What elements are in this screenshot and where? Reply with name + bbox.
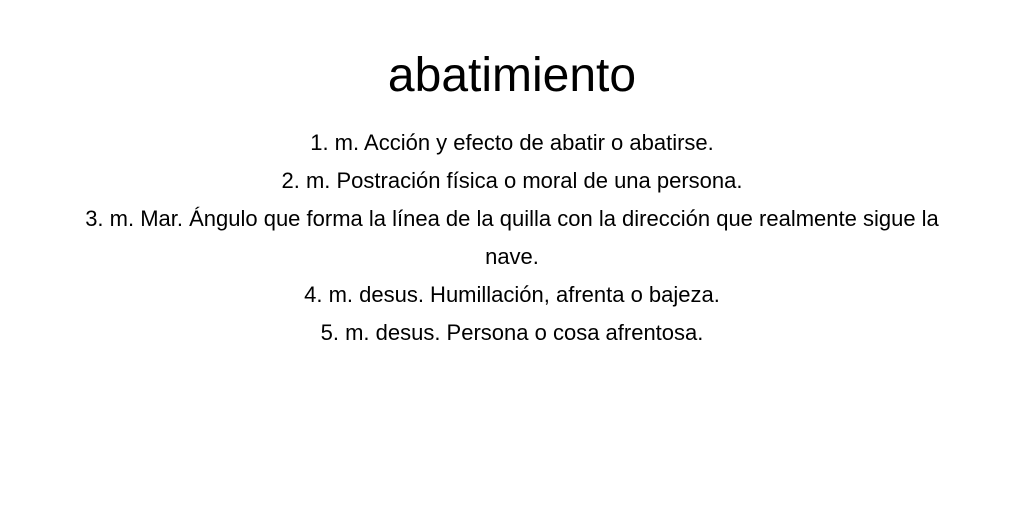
definition-list	[62, 124, 962, 352]
definition-item-4: 4. m. desus. Humillación, afrenta o bajeza.	[304, 282, 720, 307]
headword-title: abatimiento	[387, 49, 637, 102]
definition-item-3: 3. m. Mar. Ángulo que forma la línea de la quilla con la dirección que realmente sigue la nave.	[85, 206, 939, 269]
definition-item-2: 2. m. Postración física o moral de una persona.	[281, 168, 743, 193]
definition-item-1: 1. m. Acción y efecto de abatir o abatirse.	[310, 130, 714, 155]
definition-item-5: 5. m. desus. Persona o cosa afrentosa.	[320, 320, 704, 345]
